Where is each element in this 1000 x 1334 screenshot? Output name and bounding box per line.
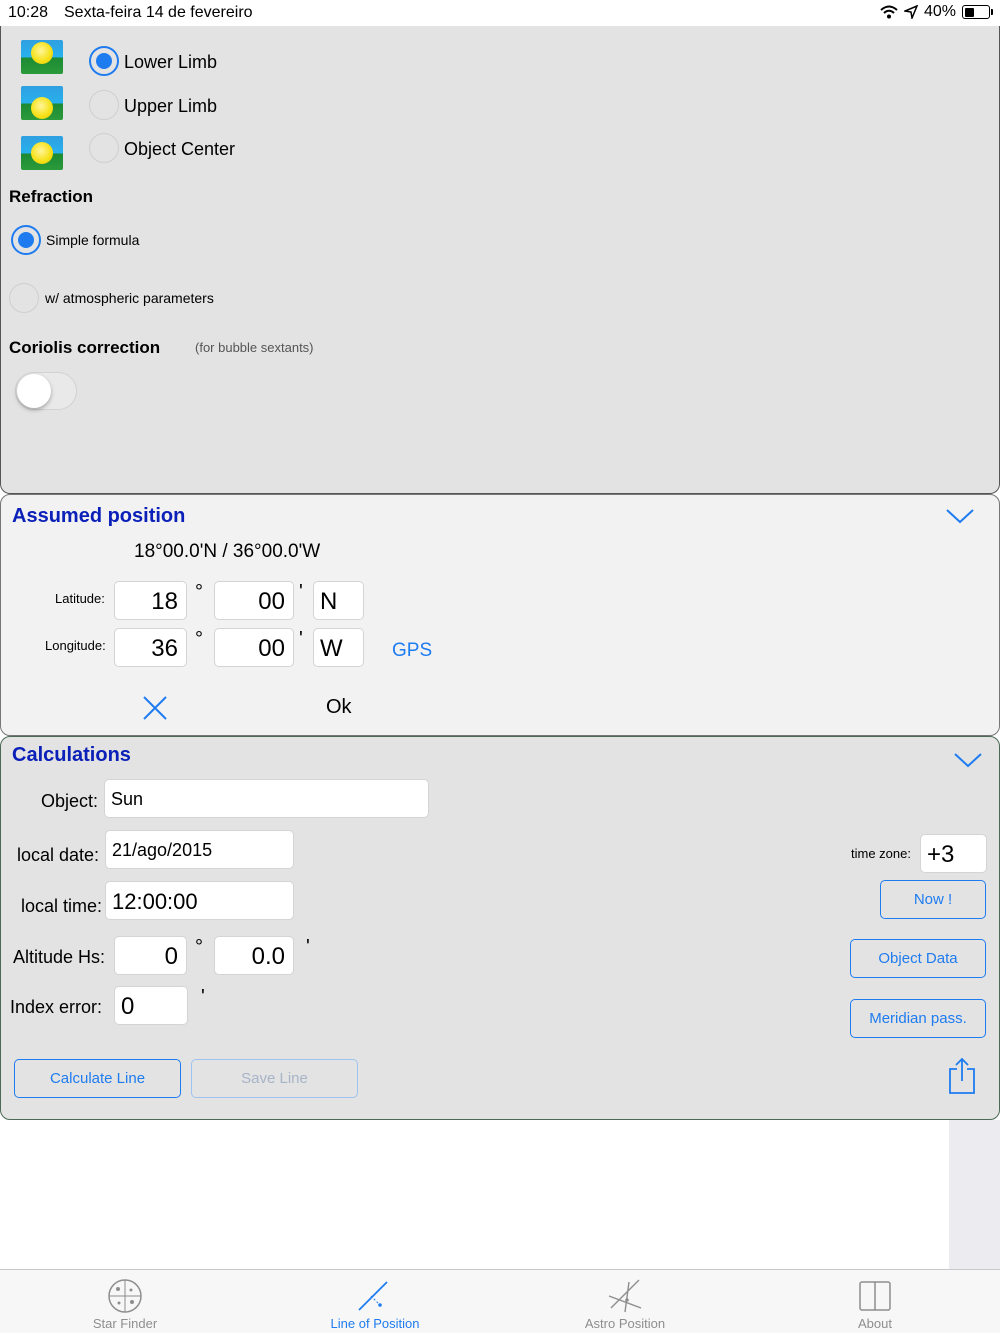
object-center-radio[interactable]	[89, 133, 119, 163]
upper-limb-label: Upper Limb	[124, 96, 218, 116]
battery-percent: 40%	[923, 3, 956, 20]
calculations-panel	[0, 736, 1000, 1120]
tab-label: Star Finder	[92, 1316, 158, 1331]
close-icon[interactable]	[142, 695, 168, 721]
time-zone-input[interactable]: +3	[920, 834, 987, 873]
book-icon	[855, 1278, 895, 1314]
status-indicators	[880, 3, 990, 21]
tab-line-of-position[interactable]	[250, 1270, 500, 1334]
local-time-input[interactable]: 12:00:00	[105, 881, 294, 920]
upper-limb-radio[interactable]	[89, 90, 119, 120]
latitude-label: Latitude:	[55, 591, 105, 606]
minute-symbol: '	[306, 936, 310, 958]
latitude-minutes-input[interactable]: 00	[214, 581, 294, 620]
object-data-button[interactable]: Object Data	[850, 939, 986, 978]
degree-symbol: °	[195, 628, 203, 650]
simple-formula-radio[interactable]	[11, 225, 41, 255]
status-time: 10:28	[8, 4, 49, 21]
time-zone-label: time zone:	[851, 846, 911, 861]
lower-limb-label: Lower Limb	[124, 52, 218, 72]
assumed-position-title: Assumed position	[12, 505, 186, 527]
local-date-input[interactable]: 21/ago/2015	[105, 830, 294, 869]
coriolis-toggle[interactable]	[15, 372, 77, 410]
chevron-down-icon[interactable]	[953, 751, 983, 769]
latitude-hemisphere-input[interactable]: N	[313, 581, 364, 620]
object-center-sun-icon	[21, 136, 63, 170]
degree-symbol: °	[195, 936, 203, 958]
share-icon[interactable]	[948, 1057, 976, 1095]
minute-symbol: '	[299, 628, 303, 650]
wifi-icon	[880, 5, 898, 19]
scroll-gutter	[949, 1120, 1000, 1269]
tab-label: Astro Position	[584, 1316, 666, 1331]
altitude-degrees-input[interactable]: 0	[114, 936, 187, 975]
refraction-title: Refraction	[9, 187, 94, 206]
assumed-position-panel	[0, 494, 1000, 736]
coriolis-title: Coriolis correction	[9, 338, 161, 357]
settings-panel	[0, 26, 1000, 494]
altitude-label: Altitude Hs:	[13, 947, 106, 967]
minute-symbol: '	[299, 581, 303, 603]
minute-symbol: '	[201, 986, 205, 1008]
object-input[interactable]: Sun	[104, 779, 429, 818]
ok-button[interactable]: Ok	[326, 696, 352, 718]
local-time-label: local time:	[21, 896, 103, 916]
meridian-pass-button[interactable]: Meridian pass.	[850, 999, 986, 1038]
longitude-label: Longitude:	[45, 638, 106, 653]
gps-button[interactable]: GPS	[392, 640, 433, 661]
calculate-line-button[interactable]: Calculate Line	[14, 1059, 181, 1098]
status-bar	[0, 0, 1000, 26]
tab-star-finder[interactable]	[0, 1270, 250, 1334]
index-error-input[interactable]: 0	[114, 986, 188, 1025]
longitude-hemisphere-input[interactable]: W	[313, 628, 364, 667]
atmospheric-params-radio[interactable]	[9, 283, 39, 313]
status-date: Sexta-feira 14 de fevereiro	[64, 4, 253, 21]
now-button[interactable]: Now !	[880, 880, 986, 919]
location-arrow-icon	[904, 5, 918, 19]
calculations-title: Calculations	[12, 744, 131, 766]
latitude-degrees-input[interactable]: 18	[114, 581, 187, 620]
star-finder-icon	[105, 1278, 145, 1314]
tab-about[interactable]	[750, 1270, 1000, 1334]
longitude-degrees-input[interactable]: 36	[114, 628, 187, 667]
simple-formula-label: Simple formula	[46, 232, 140, 248]
tab-astro-position[interactable]	[500, 1270, 750, 1334]
lower-limb-radio[interactable]	[89, 46, 119, 76]
lower-limb-sun-icon	[21, 40, 63, 74]
index-error-label: Index error:	[10, 997, 103, 1017]
tab-label: Line of Position	[330, 1316, 420, 1331]
assumed-position-summary: 18°00.0'N / 36°00.0'W	[134, 541, 321, 562]
upper-limb-sun-icon	[21, 86, 63, 120]
degree-symbol: °	[195, 581, 203, 603]
local-date-label: local date:	[17, 845, 100, 865]
battery-icon	[962, 5, 990, 19]
line-of-position-icon	[355, 1278, 395, 1314]
astro-position-icon	[605, 1278, 645, 1314]
atmospheric-params-label: w/ atmospheric parameters	[45, 290, 214, 306]
object-center-label: Object Center	[124, 139, 236, 159]
tab-bar	[0, 1269, 1000, 1333]
object-label: Object:	[41, 791, 99, 811]
tab-label: About	[858, 1316, 892, 1331]
altitude-minutes-input[interactable]: 0.0	[214, 936, 294, 975]
coriolis-note: (for bubble sextants)	[195, 340, 314, 355]
longitude-minutes-input[interactable]: 00	[214, 628, 294, 667]
save-line-button[interactable]: Save Line	[191, 1059, 358, 1098]
chevron-down-icon[interactable]	[945, 507, 975, 525]
